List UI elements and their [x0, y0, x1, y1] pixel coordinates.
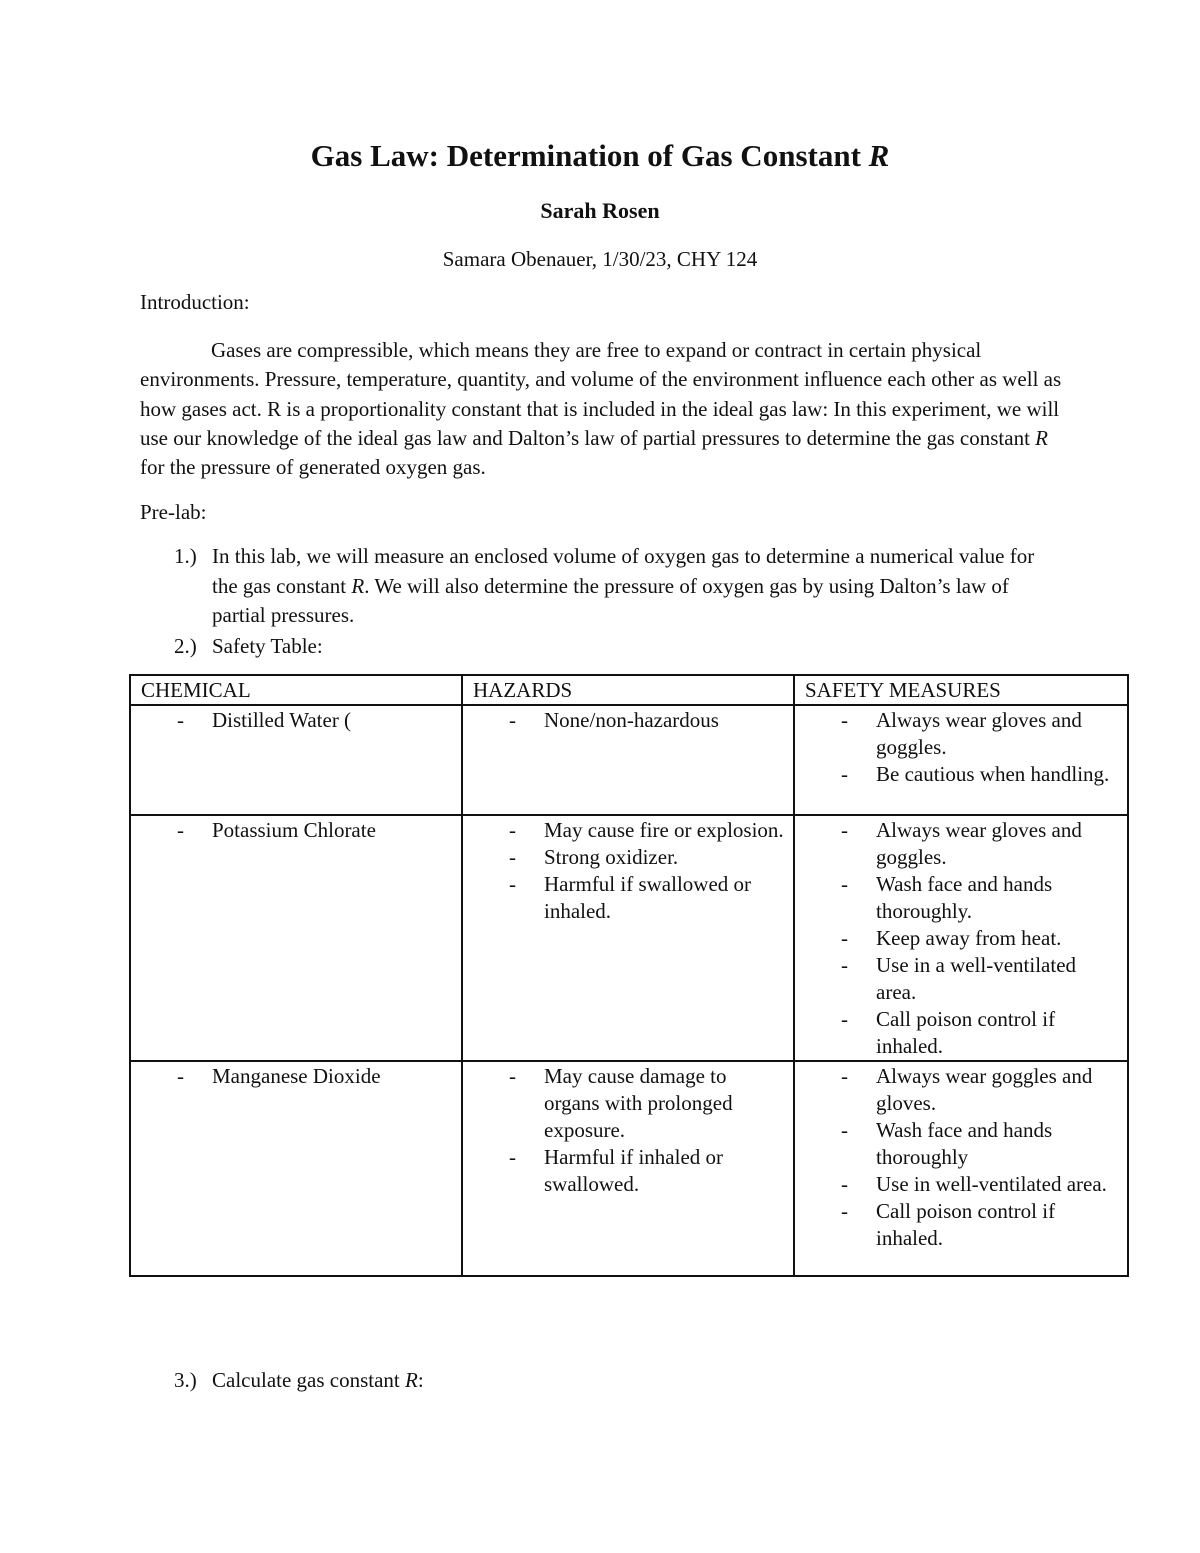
list-item: [795, 1198, 1121, 1252]
item1-text-1: In this lab, we will measure an enclosed volume of oxygen gas to determine a numerical value for the gas constant: [212, 544, 1035, 598]
list-text: Safety Table:: [212, 634, 323, 658]
list-text: [212, 542, 1062, 631]
dash-bullet: -: [177, 818, 184, 842]
dash-bullet: -: [841, 708, 848, 732]
dash-bullet: -: [841, 953, 848, 977]
item3-italic-r: R: [405, 1368, 418, 1392]
prelab-heading: Pre-lab:: [140, 500, 207, 524]
safety-text: Wash face and hands thoroughly.: [876, 872, 1053, 923]
hazards-cell: [462, 1061, 794, 1276]
title-text: Gas Law: Determination of Gas Constant: [310, 138, 869, 173]
list-item: [131, 817, 455, 844]
list-item: [795, 1117, 1121, 1171]
chemical-cell: [130, 815, 462, 1061]
item1-text-2: . We will also determine the pressure of oxygen gas by using Dalton’s law of partial pressures.: [212, 573, 1009, 627]
header-chemical: CHEMICAL: [130, 675, 462, 705]
list-number: 2.): [174, 634, 197, 658]
list-item: [795, 707, 1121, 761]
dash-bullet: -: [509, 818, 516, 842]
chemical-name: Distilled Water (: [212, 708, 352, 732]
intro-text-2: for the pressure of generated oxygen gas.: [140, 455, 486, 480]
intro-text-1: Gases are compressible, which means they are free to expand or contract in certain physical environments. Pressure, temperature, quantity, and volume of the environment influence each other as well as how gases act. R is a proportionality constant that is included in the ideal gas law: In this experiment, we will use our knowledge of the ideal gas law and Dalton’s law of partial pressures to determine the gas constant: [140, 338, 1062, 450]
safety-cell: [794, 815, 1128, 1061]
list-item: [795, 761, 1121, 788]
hazard-text: May cause damage to organs with prolonged exposure.: [544, 1064, 733, 1142]
header-safety-measures: SAFETY MEASURES: [794, 675, 1128, 705]
list-item: [131, 707, 455, 734]
table-row: [130, 705, 1128, 815]
table-row: [130, 815, 1128, 1061]
chemical-name: Manganese Dioxide: [212, 1064, 381, 1088]
safety-text: Call poison control if inhaled.: [876, 1199, 1056, 1250]
item3-text: Calculate gas constant: [212, 1368, 406, 1392]
hazards-cell: [462, 815, 794, 1061]
hazard-text: Harmful if inhaled or swallowed.: [544, 1145, 724, 1196]
list-item: [463, 871, 787, 925]
list-item: [131, 1063, 455, 1090]
dash-bullet: -: [841, 926, 848, 950]
introduction-paragraph: [140, 336, 1070, 482]
list-item: [795, 871, 1121, 925]
header-hazards: HAZARDS: [462, 675, 794, 705]
safety-text: Always wear gloves and goggles.: [876, 818, 1082, 869]
list-number: 1.): [174, 544, 197, 568]
dash-bullet: -: [509, 872, 516, 896]
dash-bullet: -: [841, 1007, 848, 1031]
list-item: [795, 952, 1121, 1006]
introduction-heading: Introduction:: [140, 290, 250, 314]
safety-text: Keep away from heat.: [876, 926, 1062, 950]
hazards-cell: [462, 705, 794, 815]
list-item: [463, 1144, 787, 1198]
hazard-text: Harmful if swallowed or inhaled.: [544, 872, 752, 923]
chemical-cell: [130, 705, 462, 815]
dash-bullet: -: [841, 872, 848, 896]
chemical-cell: [130, 1061, 462, 1276]
dash-bullet: -: [841, 762, 848, 786]
list-item: [795, 1171, 1121, 1198]
safety-text: Use in well-ventilated area.: [876, 1172, 1107, 1196]
author-name: Sarah Rosen: [540, 198, 660, 223]
list-item: [463, 707, 787, 734]
title-italic-r: R: [868, 138, 890, 173]
list-number: 3.): [174, 1368, 197, 1392]
safety-text: Always wear goggles and gloves.: [876, 1064, 1093, 1115]
list-item: [463, 817, 787, 844]
safety-cell: [794, 1061, 1128, 1276]
document-meta: Samara Obenauer, 1/30/23, CHY 124: [442, 247, 758, 271]
list-item: [795, 925, 1121, 952]
safety-text: Be cautious when handling.: [876, 762, 1110, 786]
hazard-text: May cause fire or explosion.: [544, 818, 784, 842]
safety-text: Use in a well-ventilated area.: [876, 953, 1077, 1004]
dash-bullet: -: [841, 1064, 848, 1088]
dash-bullet: -: [841, 1118, 848, 1142]
safety-cell: [794, 705, 1128, 815]
list-item: [795, 1006, 1121, 1060]
hazard-text: Strong oxidizer.: [544, 845, 679, 869]
intro-italic-r: R: [1035, 425, 1048, 450]
dash-bullet: -: [177, 708, 184, 732]
list-text: [212, 1366, 1062, 1396]
dash-bullet: -: [509, 845, 516, 869]
dash-bullet: -: [841, 1199, 848, 1223]
chemical-name: Potassium Chlorate: [212, 818, 376, 842]
dash-bullet: -: [509, 708, 516, 732]
item3-suffix: :: [417, 1368, 424, 1392]
list-item: [463, 1063, 787, 1144]
dash-bullet: -: [509, 1145, 516, 1169]
list-item: [463, 844, 787, 871]
safety-text: Wash face and hands thoroughly: [876, 1118, 1053, 1169]
dash-bullet: -: [841, 1172, 848, 1196]
table-row: [130, 1061, 1128, 1276]
item1-italic-r: R: [351, 573, 365, 598]
list-item: [795, 1063, 1121, 1117]
dash-bullet: -: [177, 1064, 184, 1088]
document-title: [0, 138, 1200, 174]
dash-bullet: -: [509, 1064, 516, 1088]
safety-text: Always wear gloves and goggles.: [876, 708, 1082, 759]
dash-bullet: -: [841, 818, 848, 842]
list-item: [795, 817, 1121, 871]
hazard-text: None/non-hazardous: [544, 708, 719, 732]
table-header-row: [130, 675, 1128, 705]
safety-table: [129, 674, 1129, 1277]
safety-text: Call poison control if inhaled.: [876, 1007, 1056, 1058]
